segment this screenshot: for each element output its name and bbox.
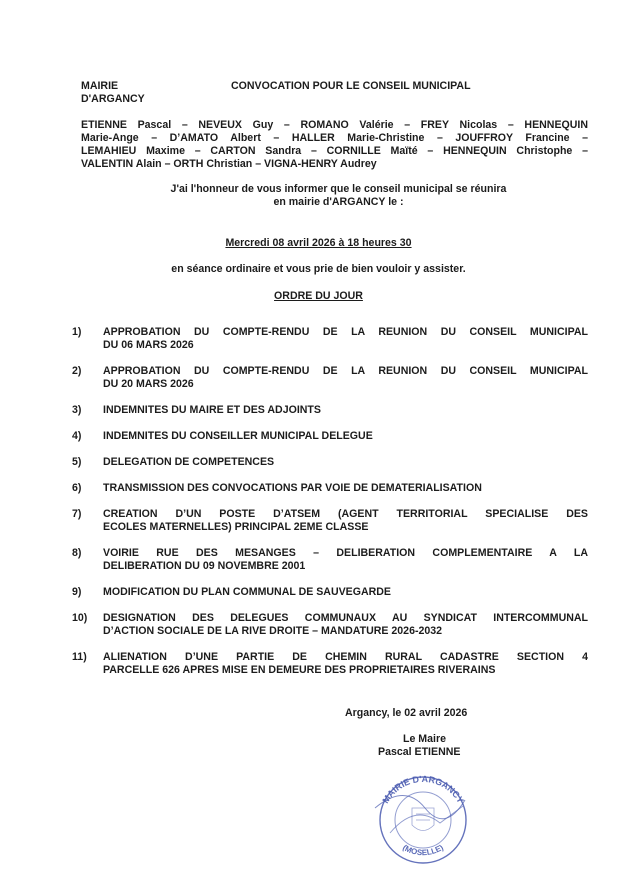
- members-line: ETIENNE Pascal – NEVEUX Guy – ROMANO Valérie – FREY Nicolas – HENNEQUIN: [81, 119, 588, 131]
- agenda-item-line: DU 06 MARS 2026: [103, 339, 194, 351]
- signatory-title: Le Maire: [403, 733, 446, 745]
- agenda-item-text: [103, 586, 588, 599]
- commune-label: D'ARGANCY: [81, 93, 145, 105]
- agenda-item-number: 1): [72, 326, 82, 338]
- agenda-item-line: DELIBERATION DU 09 NOVEMBRE 2001: [103, 560, 306, 572]
- agenda-item-text: [103, 430, 588, 443]
- agenda-item-line: CREATION D’UN POSTE D’ATSEM (AGENT TERRITORIAL SPECIALISE DES: [103, 508, 588, 520]
- intro-text: [0, 183, 637, 209]
- intro-line: J'ai l'honneur de vous informer que le conseil municipal se réunira: [170, 183, 507, 195]
- handwritten-signature: [345, 778, 485, 868]
- agenda-item-text: [103, 404, 588, 417]
- members-line: LEMAHIEU Maxime – CARTON Sandra – CORNILLE Maïté – HENNEQUIN Christophe –: [81, 145, 588, 157]
- stamp-top-text: MAIRIE D'ARGANCY: [380, 773, 466, 806]
- agenda-item-number: 9): [72, 586, 82, 598]
- agenda-item-line: DU 20 MARS 2026: [103, 378, 194, 390]
- mairie-header: [81, 80, 145, 106]
- agenda-item-number: 6): [72, 482, 82, 494]
- agenda-item-line: INDEMNITES DU MAIRE ET DES ADJOINTS: [103, 404, 321, 416]
- agenda-item-text: [103, 326, 588, 352]
- agenda-item-line: VOIRIE RUE DES MESANGES – DELIBERATION COMPLEMENTAIRE A LA: [103, 547, 588, 559]
- signatory-name: Pascal ETIENNE: [378, 746, 461, 758]
- agenda-item-number: 11): [72, 651, 87, 663]
- agenda-item-number: 3): [72, 404, 82, 416]
- agenda-item-text: [103, 612, 588, 638]
- seance-text: en séance ordinaire et vous prie de bien vouloir y assister.: [171, 263, 466, 275]
- agenda-item-line: D’ACTION SOCIALE DE LA RIVE DROITE – MANDATURE 2026-2032: [103, 625, 443, 637]
- stamp-bottom-text: (MOSELLE): [401, 842, 445, 858]
- agenda-item-line: DESIGNATION DES DELEGUES COMMUNAUX AU SYNDICAT INTERCOMMUNAL: [103, 612, 588, 624]
- members-list: [81, 119, 588, 171]
- agenda-item-line: INDEMNITES DU CONSEILLER MUNICIPAL DELEGUE: [103, 430, 373, 442]
- meeting-date: Mercredi 08 avril 2026 à 18 heures 30: [225, 237, 412, 249]
- document-title: CONVOCATION POUR LE CONSEIL MUNICIPAL: [231, 80, 471, 92]
- agenda-item-number: 4): [72, 430, 82, 442]
- agenda-item-line: APPROBATION DU COMPTE-RENDU DE LA REUNION DU CONSEIL MUNICIPAL: [103, 326, 588, 338]
- agenda-item-text: [103, 482, 588, 495]
- agenda-item-line: DELEGATION DE COMPETENCES: [103, 456, 275, 468]
- ordre-du-jour-title: ORDRE DU JOUR: [274, 290, 363, 302]
- agenda-item-line: ECOLES MATERNELLES) PRINCIPAL 2EME CLASSE: [103, 521, 369, 533]
- agenda-item-line: ALIENATION D’UNE PARTIE DE CHEMIN RURAL CADASTRE SECTION 4: [103, 651, 588, 663]
- mairie-label: MAIRIE: [81, 80, 119, 92]
- agenda-item-text: [103, 456, 588, 469]
- members-line: Marie-Ange – D’AMATO Albert – HALLER Marie-Christine – JOUFFROY Francine –: [81, 132, 588, 144]
- place-date: Argancy, le 02 avril 2026: [345, 707, 468, 719]
- members-line: VALENTIN Alain – ORTH Christian – VIGNA-HENRY Audrey: [81, 158, 377, 170]
- agenda-item-line: APPROBATION DU COMPTE-RENDU DE LA REUNION DU CONSEIL MUNICIPAL: [103, 365, 588, 377]
- agenda-item-number: 5): [72, 456, 82, 468]
- agenda-item-text: [103, 547, 588, 573]
- agenda-item-line: MODIFICATION DU PLAN COMMUNAL DE SAUVEGARDE: [103, 586, 391, 598]
- agenda-item-text: [103, 365, 588, 391]
- agenda-item-line: TRANSMISSION DES CONVOCATIONS PAR VOIE DE DEMATERIALISATION: [103, 482, 482, 494]
- agenda-item-number: 10): [72, 612, 88, 624]
- agenda-item-text: [103, 651, 588, 677]
- agenda-item-number: 7): [72, 508, 82, 520]
- agenda-item-number: 2): [72, 365, 82, 377]
- agenda-item-text: [103, 508, 588, 534]
- agenda-item-number: 8): [72, 547, 82, 559]
- agenda-item-line: PARCELLE 626 APRES MISE EN DEMEURE DES PROPRIETAIRES RIVERAINS: [103, 664, 496, 676]
- intro-line: en mairie d'ARGANCY le :: [273, 196, 404, 208]
